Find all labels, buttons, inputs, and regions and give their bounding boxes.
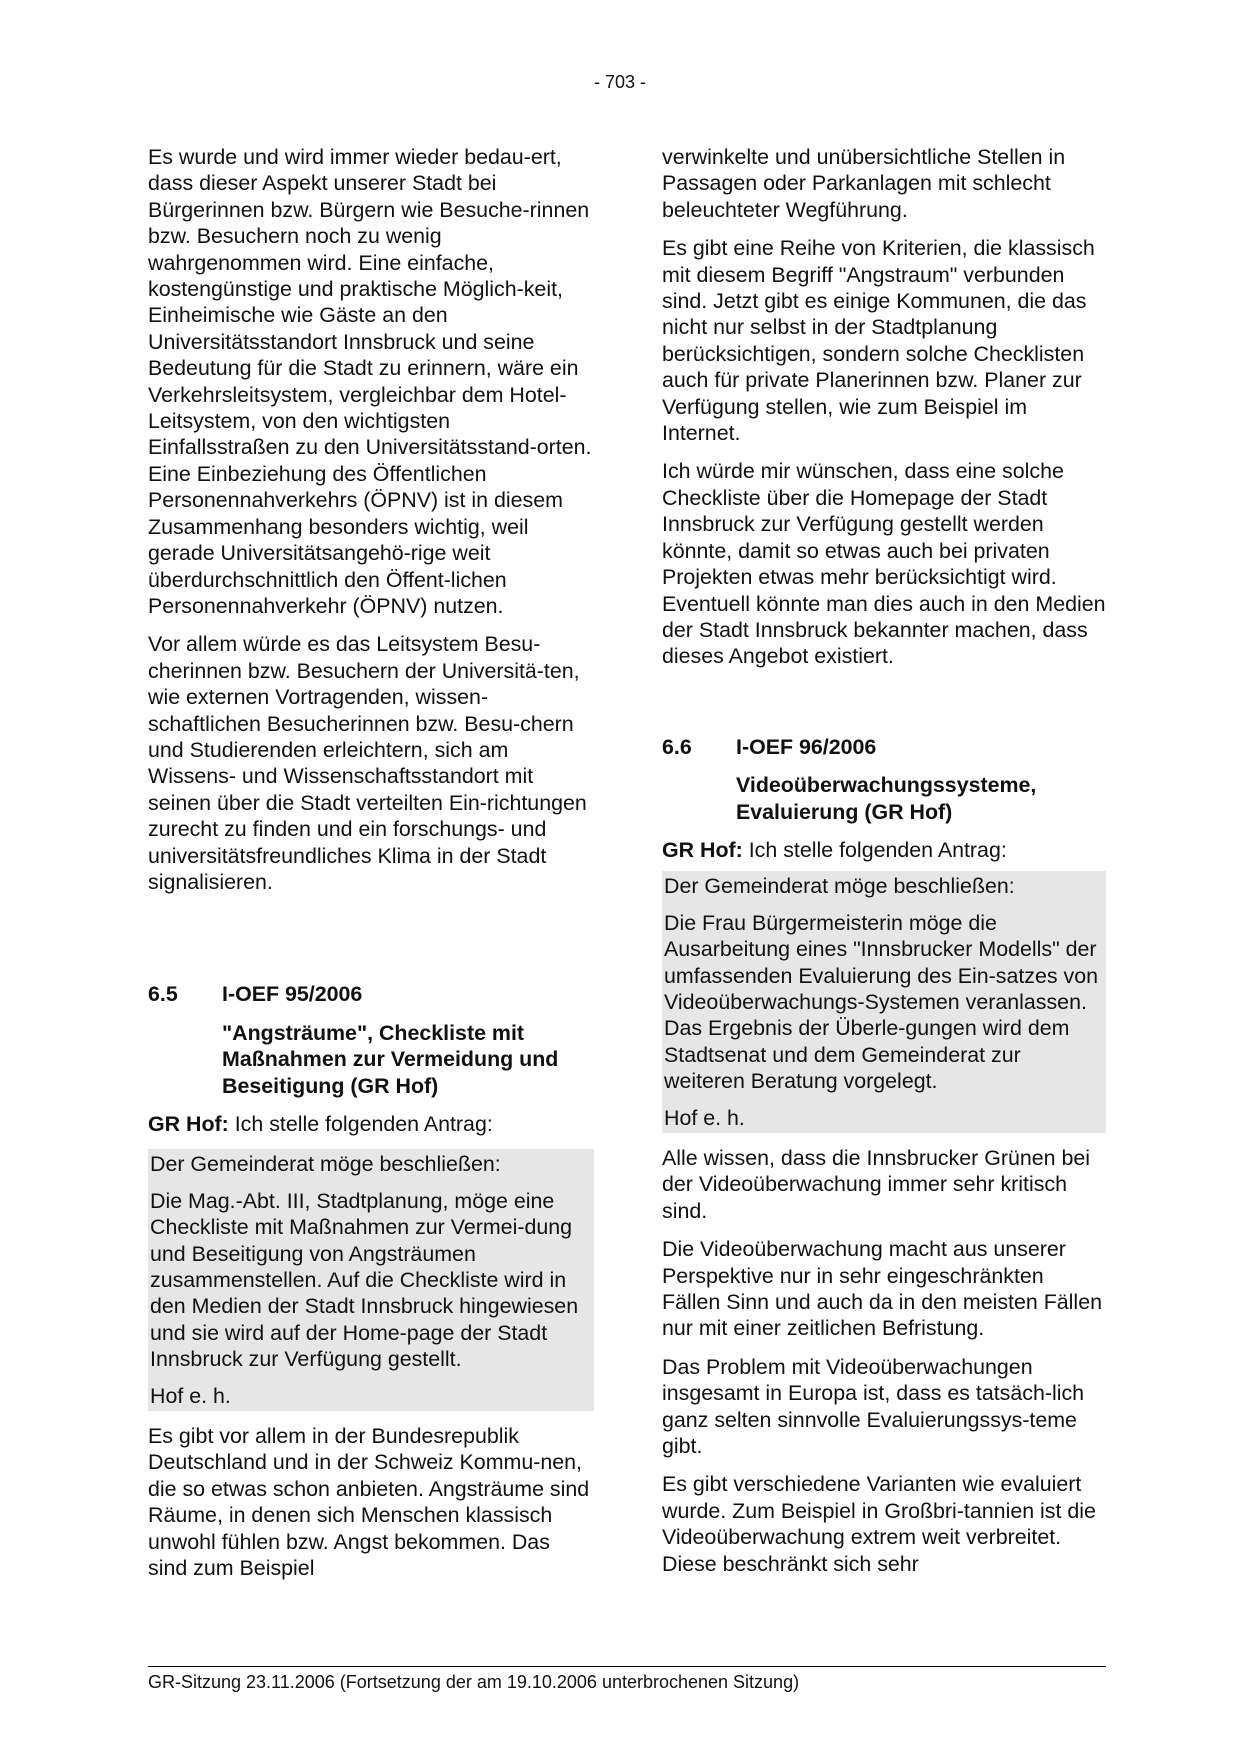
motion-intro: Der Gemeinderat möge beschließen: [150,1152,501,1177]
motion-body: Die Frau Bürgermeisterin möge die Ausarbeitung eines "Innsbrucker Modells" der umfassenden Evaluierung des Ein-satzes von Videoüberwachungs-Systemen veranlassen. Das Ergebnis der Überle-gungen wird dem Stadtsenat und dem Gemeinderat zur weiteren Beratung vorgelegt. [664,910,1099,1094]
motion-intro: Der Gemeinderat möge beschließen: [664,874,1015,899]
paragraph: Alle wissen, dass die Innsbrucker Grünen bei der Videoüberwachung immer sehr kritisch sind. [662,1146,1091,1223]
section-heading [662,734,1106,825]
section-title: Videoüberwachungssysteme, Evaluierung (GR Hof) [736,773,1037,824]
paragraph: Das Problem mit Videoüberwachungen insgesamt in Europa ist, dass es tatsäch-lich ganz selten sinnvolle Evaluierungssys-teme gibt. [662,1354,1085,1459]
page-footer: GR-Sitzung 23.11.2006 (Fortsetzung der am 19.10.2006 unterbrochenen Sitzung) [148,1672,800,1692]
speaker-line [662,837,1106,863]
motion-box [148,1149,594,1411]
paragraph: Es gibt verschiedene Varianten wie evaluiert wurde. Zum Beispiel in Großbri-tannien ist die Videoüberwachung extrem weit verbreitet. Diese beschränkt sich sehr [662,1472,1096,1576]
section-title: "Angsträume", Checkliste mit Maßnahmen zur Vermeidung und Beseitigung (GR Hof) [222,1020,559,1098]
paragraph: Ich würde mir wünschen, dass eine solche Checkliste über die Homepage der Stadt Innsbruck zur Verfügung gestellt werden könnte, damit so etwas auch bei privaten Projekten etwas mehr berücksichtigt wird. Eventuell könnte man dies auch in den Medien der Stadt Innsbruck bekannter machen, dass dieses Angebot existiert. [662,459,1106,669]
section-code: I-OEF 96/2006 [736,734,877,759]
speaker-name: GR Hof: [662,837,743,862]
section-heading [148,981,594,1099]
motion-signature: Hof e. h. [664,1105,745,1130]
speaker-text: Ich stelle folgenden Antrag: [742,837,1007,862]
paragraph: Vor allem würde es das Leitsystem Besu-cherinnen bzw. Besuchern der Universitä-ten, wie externen Vortragenden, wissen-schaftlichen Besucherinnen bzw. Besu-chern und Studierenden erleichtern, sich am Wissens- und Wissenschaftsstandort mit seinen über die Stadt verteilten Ein-richtungen zurecht zu finden und ein forschungs- und universitätsfreundliches Klima in der Stadt signalisieren. [148,632,587,894]
footer-divider [148,1666,1106,1667]
speaker-text: Ich stelle folgenden Antrag: [228,1112,493,1136]
motion-body: Die Mag.-Abt. III, Stadtplanung, möge eine Checkliste mit Maßnahmen zur Vermei-dung und Beseitigung von Angsträumen zusammenstellen. Auf die Checkliste wird in den Medien der Stadt Innsbruck hingewiesen und sie wird auf der Home-page der Stadt Innsbruck zur Verfügung gestellt. [150,1188,579,1372]
left-column [148,144,594,1594]
paragraph: Die Videoüberwachung macht aus unserer Perspektive nur in sehr eingeschränkten Fällen Sinn und auch da in den meisten Fällen nur mit einer zeitlichen Befristung. [662,1237,1102,1341]
section-number: 6.5 [148,982,178,1007]
paragraph: Es gibt vor allem in der Bundesrepublik Deutschland und in der Schweiz Kommu-nen, die so etwas schon anbieten. Angsträume sind Räume, in denen sich Menschen klassisch unwohl fühlen bzw. Angst bekommen. Das sind zum Beispiel [148,1424,590,1581]
paragraph: Es wurde und wird immer wieder bedau-ert, dass dieser Aspekt unserer Stadt bei Bürgerinnen bzw. Bürgern wie Besuche-rinnen bzw. Besuchern noch zu wenig wahrgenommen wird. Eine einfache, kostengünstige und praktische Möglich-keit, Einheimische wie Gäste an den Universitätsstandort Innsbruck und seine Bedeutung für die Stadt zu erinnern, wäre ein Verkehrsleitsystem, vergleichbar dem Hotel-Leitsystem, von den wichtigsten Einfallsstraßen zu den Universitätsstand-orten. Eine Einbeziehung des Öffentlichen Personennahverkehrs (ÖPNV) ist in diesem Zusammenhang besonders wichtig, weil gerade Universitätsangehö-rige weit überdurchschnittlich den Öffent-lichen Personennahverkehr (ÖPNV) nutzen. [148,145,592,618]
paragraph: verwinkelte und unübersichtliche Stellen in Passagen oder Parkanlagen mit schlecht beleuchteter Wegführung. [662,145,1066,222]
motion-box [662,871,1106,1133]
page-number: - 703 - [593,72,647,92]
speaker-name: GR Hof: [148,1112,229,1136]
paragraph: Es gibt eine Reihe von Kriterien, die klassisch mit diesem Begriff "Angstraum" verbunden sind. Jetzt gibt es einige Kommunen, die das nicht nur selbst in der Stadtplanung berücksichtigen, sondern solche Checklisten auch für private Planerinnen bzw. Planer zur Verfügung stellen, wie zum Beispiel im Internet. [662,236,1095,446]
speaker-line [148,1111,594,1137]
right-column [662,144,1106,1589]
section-code: I-OEF 95/2006 [222,982,363,1007]
section-number: 6.6 [662,734,692,759]
motion-signature: Hof e. h. [150,1383,231,1408]
